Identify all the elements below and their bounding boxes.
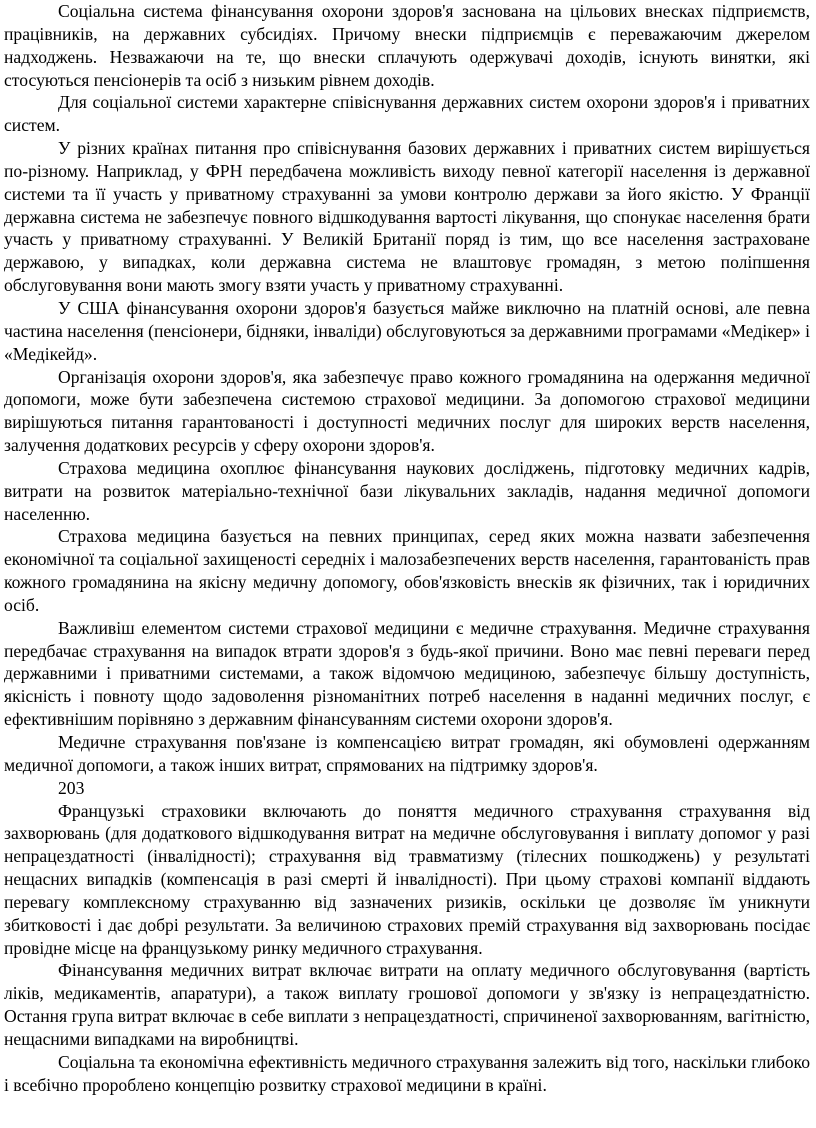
paragraph-countries: У різних країнах питання про співіснування базових державних і приватних систем вирішується по-різному. Наприклад, у ФРН передбачена можливість виходу певної категорії населення із державної системи та її участь у приватному страхуванні за умови контролю держави за його якістю. У Франції державна система не забезпечує повного відшкодування вартості лікування, що спонукає населення брати участь у приватному страхуванні. У Великій Британії поряд із тим, що все населення застраховане державою, у випадках, коли державна система не влаштовує громадян, з метою поліпшення обслуговування вони мають змогу взяти участь у приватному страхуванні. [4,138,810,296]
paragraph-insurance-medicine-scope: Страхова медицина охоплює фінансування наукових досліджень, підготовку медичних кадрів, витрати на розвиток матеріально-технічної бази лікувальних закладів, надання медичної допомоги населенню. [4,457,810,524]
page-number: 203 [58,777,85,798]
paragraph-compensation: Медичне страхування пов'язане із компенсацією витрат громадян, які обумовлені одержанням медичної допомоги, а також інших витрат, спрямованих на підтримку здоров'я. [4,732,810,775]
paragraph-coexistence: Для соціальної системи характерне співіснування державних систем охорони здоров'я і приватних систем. [4,92,810,136]
paragraph-social-system: Соціальна система фінансування охорони здоров'я заснована на цільових внесках підприємств, працівників, на державних субсидіях. Причому внески підприємців є переважаючим джерелом надходжень. Незважаючи на те, що внески сплачують одержувачі доходів, існують винятки, які стосуються пенсіонерів та осіб з низьким рівнем доходів. [4,1,810,90]
paragraph-medical-insurance-element: Важливіш елементом системи страхової медицини є медичне страхування. Медичне страхування передбачає страхування на випадок втрати здоров'я з будь-якої причини. Воно має певні переваги перед державними і приватними системами, а також відомчою медициною, забезпечує більшу доступність, якісність і повноту щодо задоволення різноманітних потреб населення в наданні медичних послуг, є ефективнішим порівняно з державним фінансуванням системи охорони здоров'я. [4,617,810,730]
paragraph-efficiency: Соціальна та економічна ефективність медичного страхування залежить від того, наскільки глибоко і всебічно пророблено концепцію розвитку страхової медицини в країні. [4,1051,810,1095]
paragraph-financing-expenses: Фінансування медичних витрат включає витрати на оплату медичного обслуговування (вартість ліків, медикаментів, апаратури), а також виплату грошової допомоги у зв'язку із непрацездатністю. Остання група витрат включає в себе виплати з непрацездатності, спричиненої захворюванням, вагітністю, нещасними випадками на виробництві. [4,960,810,1049]
paragraph-organization: Організація охорони здоров'я, яка забезпечує право кожного громадянина на одержання медичної допомоги, може бути забезпечена системою страхової медицини. За допомогою страхової медицини вирішуються питання гарантованості і доступності медичних послуг для широких верств населення, залучення додаткових ресурсів у сферу охорони здоров'я. [4,366,810,456]
paragraph-principles: Страхова медицина базується на певних принципах, серед яких можна назвати забезпечення економічної та соціальної захищеності середніх і малозабезпечених верств населення, гарантованість прав кожного громадянина на якісну медичну допомогу, обов'язковість внесків як фізичних, так і юридичних осіб. [4,526,810,615]
paragraph-french-insurers: Французькі страховики включають до поняття медичного страхування страхування від захворювань (для додаткового відшкодування витрат на медичне обслуговування і виплату допомог у разі непрацездатності (інвалідності); страхування від травматизму (тілесних пошкоджень) у результаті нещасних випадків (компенсація в разі смерті й інвалідності). При цьому страхові компанії віддають перевагу комплексному страхуванню від зазначених ризиків, оскільки це дозволяє їм уникнути збитковості і дає добрі результати. За величиною страхових премій страхування від захворювань посідає провідне місце на французькому ринку медичного страхування. [4,800,810,958]
paragraph-usa: У США фінансування охорони здоров'я базується майже виключно на платній основі, але певна частина населення (пенсіонери, бідняки, інваліди) обслуговуються за державними програмами «Медікер» і «Медікейд». [4,297,811,364]
